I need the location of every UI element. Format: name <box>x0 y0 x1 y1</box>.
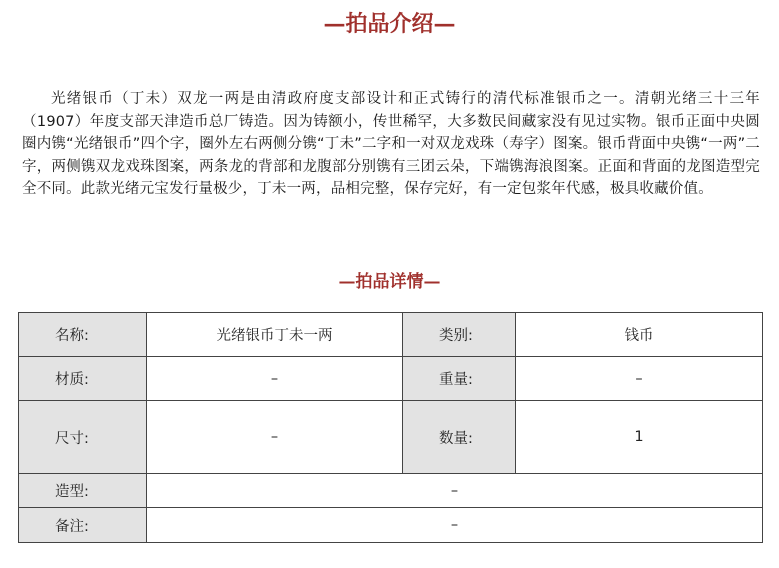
table-row <box>19 474 763 508</box>
material-value: – <box>147 357 403 401</box>
note-label: 备注: <box>19 508 147 543</box>
name-label: 名称: <box>19 313 147 357</box>
size-label: 尺寸: <box>19 401 147 474</box>
shape-value: – <box>147 474 763 508</box>
intro-paragraph: 光绪银币（丁未）双龙一两是由清政府度支部设计和正式铸行的清代标准银币之一。清朝光绪三十三年（1907）年度支部天津造币总厂铸造。因为铸额小，传世稀罕，大多数民间藏家没有见过实物。银币正面中央圆圈内镌“光绪银币”四个字，圈外左右两侧分镌“丁未”二字和一对双龙戏珠（寿字）图案。银币背面中央镌“一两”二字，两侧镌双龙戏珠图案，两条龙的背部和龙腹部分别镌有三团云朵，下端镌海浪图案。正面和背面的龙图造型完全不同。此款光绪元宝发行量极少，丁未一两，品相完整，保存完好，有一定包浆年代感，极具收藏价值。 <box>22 91 760 197</box>
details-section-title: —拍品详情— <box>338 272 441 292</box>
table-row <box>19 401 763 474</box>
name-value: 光绪银币丁未一两 <box>147 313 403 357</box>
table-row <box>19 313 763 357</box>
size-value: – <box>147 401 403 474</box>
table-row <box>19 357 763 401</box>
details-table <box>18 312 763 543</box>
material-label: 材质: <box>19 357 147 401</box>
quantity-label: 数量: <box>403 401 516 474</box>
quantity-value: 1 <box>516 401 763 474</box>
shape-label: 造型: <box>19 474 147 508</box>
table-row <box>19 508 763 543</box>
weight-value: – <box>516 357 763 401</box>
category-label: 类别: <box>403 313 516 357</box>
category-value: 钱币 <box>516 313 763 357</box>
intro-section-title: —拍品介绍— <box>323 11 456 37</box>
note-value: – <box>147 508 763 543</box>
weight-label: 重量: <box>403 357 516 401</box>
